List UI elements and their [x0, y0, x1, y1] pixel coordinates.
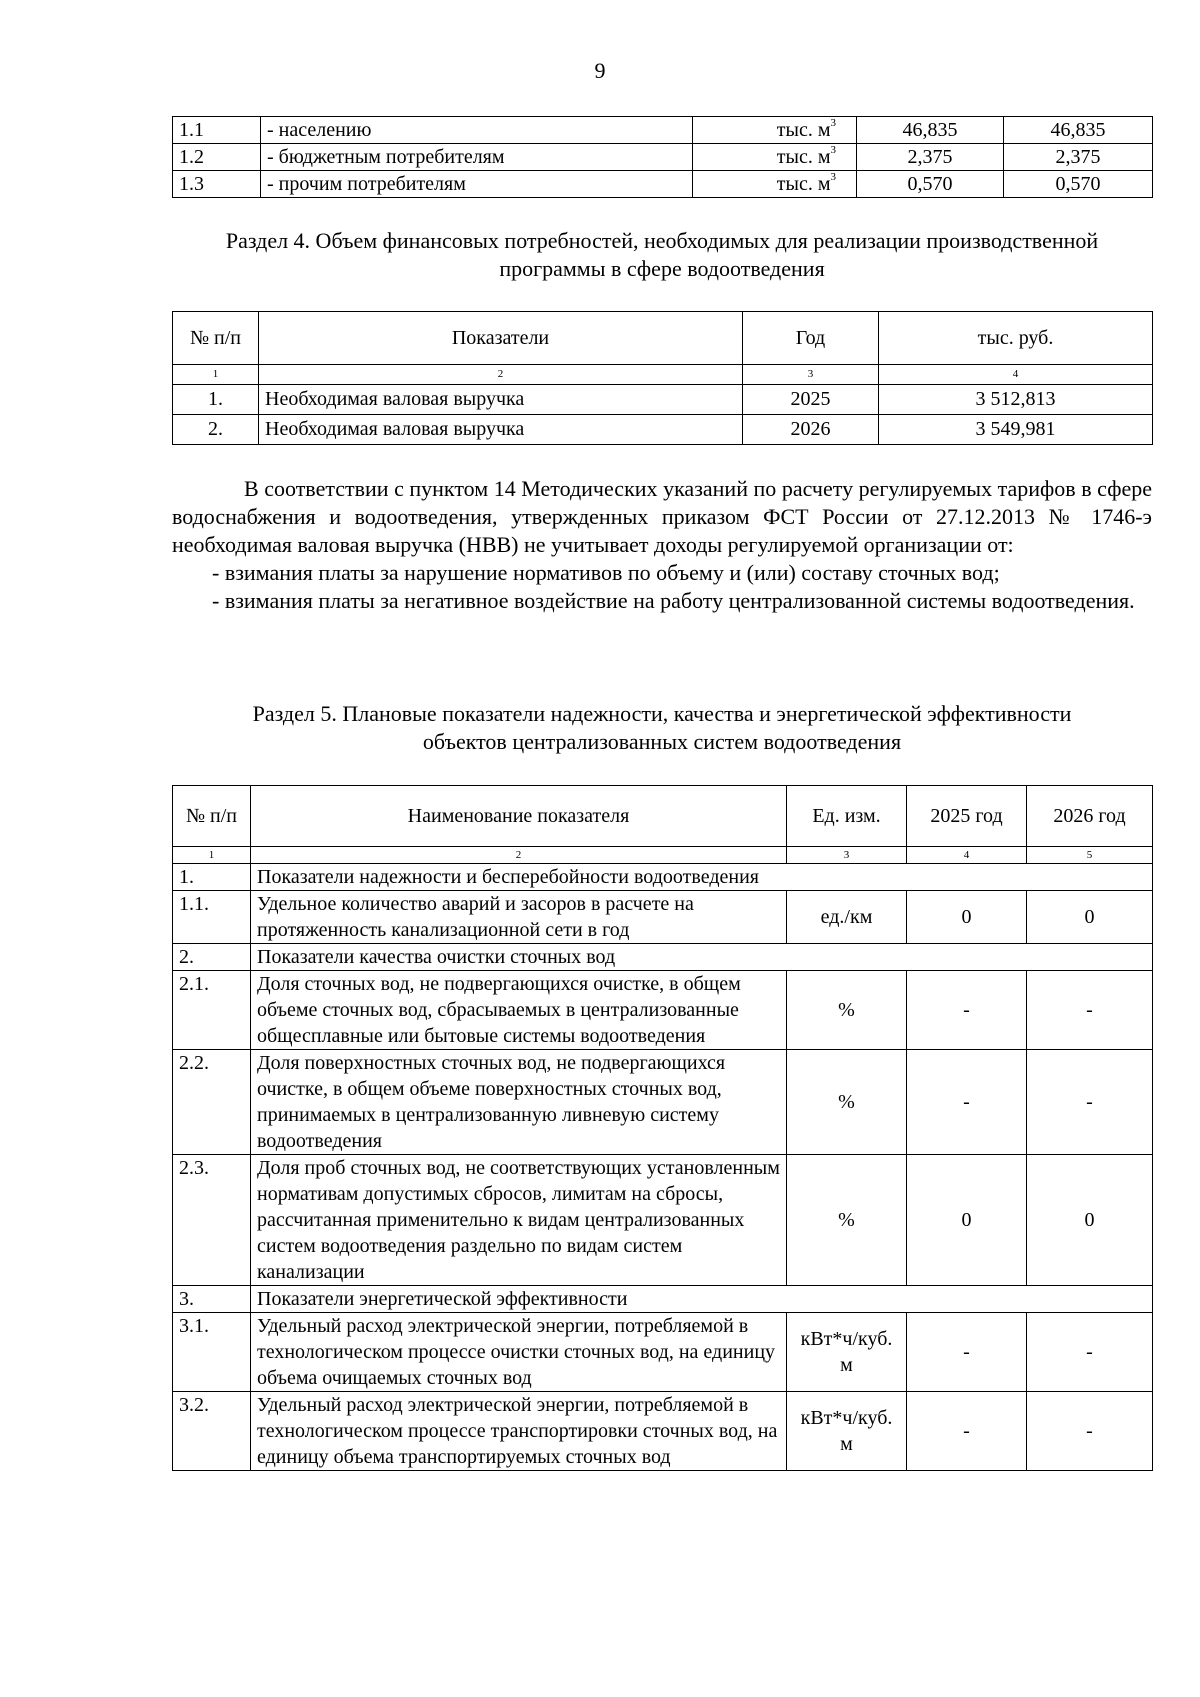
header-2025: 2025 год [907, 786, 1027, 847]
row-unit: тыс. $м^3$ [693, 171, 857, 198]
row-name: Доля поверхностных сточных вод, не подвергающихся очистке, в общем объеме поверхностных сточных вод, принимаемых в централизованную ливневую систему водоотведения [251, 1050, 787, 1155]
row-number: 1. [173, 385, 259, 415]
row-value-2025: - [907, 1313, 1027, 1392]
group-name: Показатели энергетической эффективности [251, 1286, 1153, 1313]
header-2026: 2026 год [1027, 786, 1153, 847]
header-name: Показатели [259, 312, 743, 365]
row-value-1: 2,375 [857, 144, 1004, 171]
column-index: 2 [259, 365, 743, 385]
row-name: - населению [261, 117, 693, 144]
section5-title-line2: объектов централизованных систем водоотведения [422, 729, 902, 754]
column-index-row [173, 847, 1153, 864]
row-value-2025: 0 [907, 1155, 1027, 1286]
row-value-2026: 0 [1027, 1155, 1153, 1286]
row-value-2: 0,570 [1004, 171, 1153, 198]
header-num: № п/п [173, 786, 251, 847]
group-row [173, 1286, 1153, 1313]
row-value-2026: - [1027, 1392, 1153, 1471]
header-value: тыс. руб. [879, 312, 1153, 365]
row-unit: ед./км [787, 891, 907, 944]
financial-needs-table [172, 311, 1153, 445]
column-index-row [173, 365, 1153, 385]
row-name: - бюджетным потребителям [261, 144, 693, 171]
row-value-2026: - [1027, 1050, 1153, 1155]
row-name: - прочим потребителям [261, 171, 693, 198]
group-number: 2. [173, 944, 251, 971]
row-name: Доля проб сточных вод, не соответствующих установленным нормативам допустимых сбросов, лимитам на сбросы, рассчитанная применительно к видам централизованных систем водоотведения раздельно по видам систем канализации [251, 1155, 787, 1286]
table-row [173, 415, 1153, 445]
section4-title-line1: Раздел 4. Объем финансовых потребностей, необходимых для реализации производственной [225, 228, 1099, 253]
row-unit: тыс. $м^3$ [693, 117, 857, 144]
column-index: 4 [907, 847, 1027, 864]
row-year: 2025 [743, 385, 879, 415]
section4-heading [172, 227, 1152, 283]
row-unit: тыс. $м^3$ [693, 144, 857, 171]
row-unit: % [787, 1050, 907, 1155]
table-row [173, 117, 1153, 144]
group-name: Показатели надежности и бесперебойности водоотведения [251, 864, 1153, 891]
section4-title-line2: программы в сфере водоотведения [499, 256, 825, 281]
row-number: 2. [173, 415, 259, 445]
column-index: 1 [173, 847, 251, 864]
paragraph-bullet-2: - взимания платы за негативное воздействие на работу централизованной системы водоотведения. [212, 588, 1135, 613]
row-value-2025: - [907, 1392, 1027, 1471]
row-number: 1.2 [173, 144, 261, 171]
row-name: Необходимая валовая выручка [259, 415, 743, 445]
row-value-2025: 0 [907, 891, 1027, 944]
column-index: 3 [743, 365, 879, 385]
row-number: 3.2. [173, 1392, 251, 1471]
group-number: 3. [173, 1286, 251, 1313]
row-name: Удельный расход электрической энергии, потребляемой в технологическом процессе очистки сточных вод, на единицу объема очищаемых сточных вод [251, 1313, 787, 1392]
column-index: 1 [173, 365, 259, 385]
group-name: Показатели качества очистки сточных вод [251, 944, 1153, 971]
group-row [173, 944, 1153, 971]
row-value-2025: - [907, 971, 1027, 1050]
table-row [173, 1313, 1153, 1392]
table-row [173, 1392, 1153, 1471]
row-number: 2.2. [173, 1050, 251, 1155]
section5-heading [172, 700, 1152, 756]
row-value: 3 512,813 [879, 385, 1153, 415]
row-name: Необходимая валовая выручка [259, 385, 743, 415]
row-name: Удельный расход электрической энергии, потребляемой в технологическом процессе транспортировки сточных вод, на единицу объема транспортируемых сточных вод [251, 1392, 787, 1471]
row-number: 3.1. [173, 1313, 251, 1392]
header-unit: Ед. изм. [787, 786, 907, 847]
column-index: 4 [879, 365, 1153, 385]
column-index: 5 [1027, 847, 1153, 864]
header-year: Год [743, 312, 879, 365]
paragraph-bullet-1: - взимания платы за нарушение нормативов по объему и (или) составу сточных вод; [212, 560, 1000, 585]
column-index: 3 [787, 847, 907, 864]
table-row [173, 171, 1153, 198]
row-name: Доля сточных вод, не подвергающихся очистке, в общем объеме сточных вод, сбрасываемых в централизованные общесплавные или бытовые системы водоотведения [251, 971, 787, 1050]
row-value: 3 549,981 [879, 415, 1153, 445]
row-number: 1.1. [173, 891, 251, 944]
header-num: № п/п [173, 312, 259, 365]
row-value-2: 2,375 [1004, 144, 1153, 171]
table-row [173, 385, 1153, 415]
row-value-2026: - [1027, 971, 1153, 1050]
row-unit: % [787, 1155, 907, 1286]
row-unit: кВт*ч/куб. м [787, 1392, 907, 1471]
table-row [173, 144, 1153, 171]
row-value-2026: 0 [1027, 891, 1153, 944]
paragraph-main: В соответствии с пунктом 14 Методических указаний по расчету регулируемых тарифов в сфере водоснабжения и водоотведения, утвержденных приказом ФСТ России от 27.12.2013 № 1746-э необходимая валовая выручка (НВВ) не учитывает доходы регулируемой организации от: [172, 476, 1152, 557]
table-header-row [173, 312, 1153, 365]
row-number: 1.3 [173, 171, 261, 198]
table-row [173, 971, 1153, 1050]
row-number: 1.1 [173, 117, 261, 144]
table-row [173, 891, 1153, 944]
row-number: 2.3. [173, 1155, 251, 1286]
row-name: Удельное количество аварий и засоров в расчете на протяженность канализационной сети в год [251, 891, 787, 944]
table-row [173, 1155, 1153, 1286]
row-value-1: 46,835 [857, 117, 1004, 144]
row-value-1: 0,570 [857, 171, 1004, 198]
row-unit: кВт*ч/куб. м [787, 1313, 907, 1392]
indicators-table [172, 785, 1153, 1471]
table-header-row [173, 786, 1153, 847]
group-number: 1. [173, 864, 251, 891]
row-value-2: 46,835 [1004, 117, 1153, 144]
row-year: 2026 [743, 415, 879, 445]
volume-table [172, 116, 1153, 198]
row-unit: % [787, 971, 907, 1050]
row-value-2026: - [1027, 1313, 1153, 1392]
group-row [173, 864, 1153, 891]
column-index: 2 [251, 847, 787, 864]
page-number: 9 [594, 58, 606, 83]
nvv-paragraph [172, 475, 1152, 615]
header-name: Наименование показателя [251, 786, 787, 847]
row-number: 2.1. [173, 971, 251, 1050]
table-row [173, 1050, 1153, 1155]
row-value-2025: - [907, 1050, 1027, 1155]
section5-title-line1: Раздел 5. Плановые показатели надежности, качества и энергетической эффективности [252, 701, 1072, 726]
